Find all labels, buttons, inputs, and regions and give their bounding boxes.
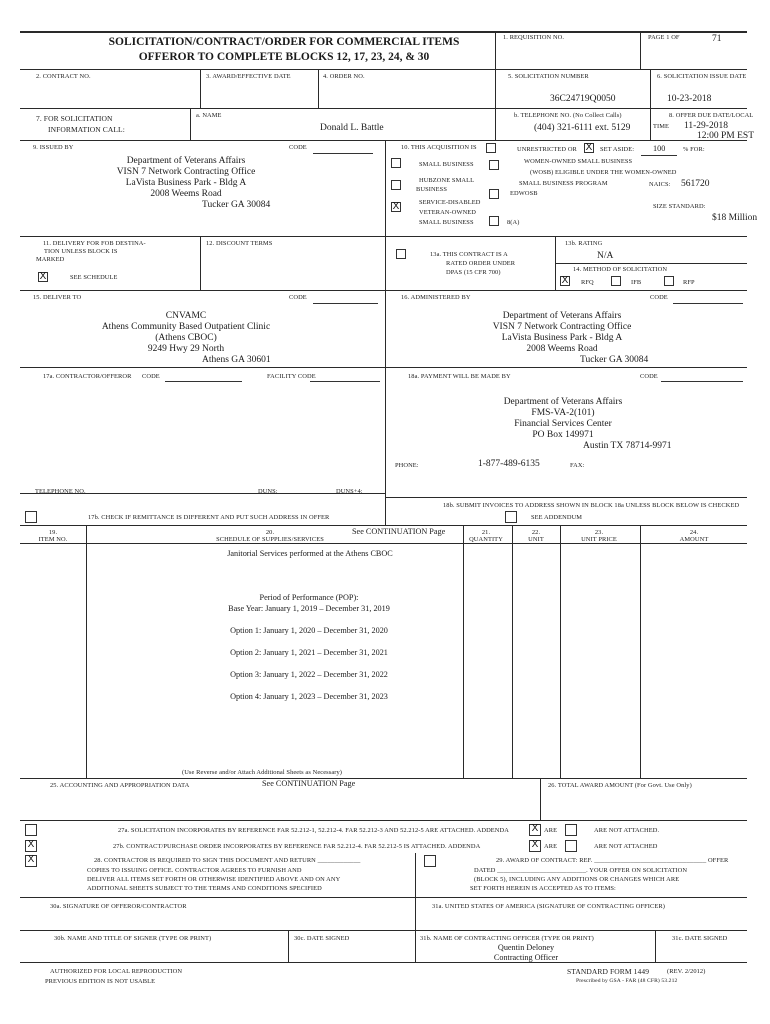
administered-by-line: VISN 7 Network Contracting Office (492, 322, 632, 332)
clause-27a-are: ARE (544, 827, 558, 834)
facility-code-field[interactable] (310, 381, 380, 382)
rule (640, 525, 641, 778)
hubzone-label-2: BUSINESS (416, 186, 447, 193)
pop-period: Option 2: January 1, 2021 – December 31, 2021 (230, 648, 388, 657)
block-29-text: SET FORTH HEREIN IS ACCEPTED AS TO ITEMS: (470, 885, 616, 892)
rule (415, 853, 416, 962)
rule (288, 930, 289, 962)
schedule-continuation: See CONTINUATION Page (352, 527, 446, 536)
deliver-to-line: Athens Community Based Outpatient Clinic (101, 322, 271, 332)
issued-by-line: 2008 Weems Road (150, 189, 222, 199)
rule (655, 930, 656, 962)
officer-title: Contracting Officer (493, 953, 559, 962)
clause-27b-are: ARE (544, 843, 558, 850)
payment-line: Department of Veterans Affairs (503, 397, 623, 407)
issued-by-code-field[interactable] (313, 153, 373, 154)
deliver-to-label: 15. DELIVER TO (33, 294, 82, 301)
wosb-checkbox[interactable] (489, 160, 499, 170)
solicitation-no[interactable]: 36C24719Q0050 (550, 94, 616, 104)
col-item-no: ITEM NO. (38, 536, 68, 543)
sdvosb-label: SERVICE-DISABLED (419, 199, 481, 206)
rule (650, 69, 651, 140)
officer-name-label: 31b. NAME OF CONTRACTING OFFICER (TYPE OR PRINT) (420, 935, 594, 942)
size-standard-label: SIZE STANDARD: (653, 203, 706, 210)
administered-by-line: Tucker GA 30084 (580, 355, 649, 365)
deliver-to-code-field[interactable] (313, 303, 378, 304)
naics-label: NAICS: (649, 181, 671, 188)
acquisition-checkbox[interactable] (486, 143, 496, 153)
rule (20, 525, 747, 526)
contractor-code-label: CODE (142, 373, 160, 380)
payment-phone[interactable]: 1-877-489-6135 (478, 459, 540, 469)
contact-phone[interactable]: (404) 321-6111 ext. 5129 (534, 123, 631, 133)
payment-line: PO Box 149971 (532, 430, 594, 440)
deliver-to-code-label: CODE (289, 294, 307, 301)
rule (20, 69, 747, 70)
rfq-checkbox[interactable]: X (561, 275, 569, 286)
reverse-note: (Use Reverse and/or Attach Additional Sheets as Necessary) (181, 769, 343, 776)
see-schedule-label: SEE SCHEDULE (70, 274, 118, 281)
clause-27b-are-not: ARE NOT ATTACHED (594, 843, 658, 850)
time-label: TIME (653, 123, 670, 130)
clause-27a-are-not-checkbox[interactable] (565, 824, 577, 836)
duns-label: DUNS: (258, 488, 278, 495)
rfp-label: RFP (683, 279, 695, 286)
col-amount-num: 24. (689, 529, 699, 536)
block-29-text: (BLOCK 5), INCLUDING ANY ADDITIONS OR CHANGES WHICH ARE (474, 876, 680, 883)
contract-no-label: 2. CONTRACT NO. (36, 73, 91, 80)
rule (20, 367, 747, 368)
col-amount: AMOUNT (679, 536, 709, 543)
facility-code-label: FACILITY CODE (267, 373, 316, 380)
edwosb-label: EDWOSB (510, 190, 538, 197)
rating-label: 13b. RATING (565, 240, 603, 247)
col-unit-price: UNIT PRICE (581, 536, 617, 543)
block-29-text: DATED ___________________________. YOUR OFFER ON SOLICITATION (474, 867, 688, 874)
deliver-to-line: Athens GA 30601 (202, 355, 271, 365)
block-28-checkbox[interactable]: X (25, 855, 37, 867)
form-bottom-border (20, 962, 747, 963)
signer-date-label: 30c. DATE SIGNED (294, 935, 350, 942)
eight-a-checkbox[interactable] (489, 216, 499, 226)
pop-period: Base Year: January 1, 2019 – December 31, 2019 (228, 604, 390, 613)
rfp-checkbox[interactable] (664, 276, 674, 286)
rated-order-checkbox[interactable] (396, 249, 406, 259)
rated-label-3: DPAS (15 CFR 700) (446, 269, 501, 276)
telephone-label: TELEPHONE NO. (35, 488, 86, 495)
small-business-checkbox[interactable] (391, 158, 401, 168)
pop-period: Option 1: January 1, 2020 – December 31, 2020 (230, 626, 388, 635)
block-29-checkbox[interactable] (424, 855, 436, 867)
edwosb-checkbox[interactable] (489, 189, 499, 199)
due-label: 8. OFFER DUE DATE/LOCAL (669, 112, 754, 119)
rule (20, 778, 747, 779)
footer-prescribed: Prescribed by GSA - FAR (48 CFR) 53.212 (576, 978, 678, 984)
form-subtitle: OFFEROR TO COMPLETE BLOCKS 12, 17, 23, 24, & 30 (138, 51, 430, 63)
rule (318, 69, 319, 108)
rule (190, 108, 191, 140)
officer-date-label: 31c. DATE SIGNED (672, 935, 728, 942)
issue-date[interactable]: 10-23-2018 (667, 94, 712, 104)
duns4-label: DUNS+4: (336, 488, 363, 495)
rule (20, 897, 747, 898)
payment-line: Austin TX 78714-9971 (583, 441, 672, 451)
rule (20, 140, 747, 141)
form-top-border (20, 31, 747, 33)
deliver-to-line: 9249 Hwy 29 North (147, 344, 225, 354)
see-addendum-label: SEE ADDENDUM (531, 514, 583, 521)
eight-a-label: 8(A) (507, 219, 520, 226)
block-28-text: ADDITIONAL SHEETS SUBJECT TO THE TERMS AND CONDITIONS SPECIFIED (87, 885, 322, 892)
method-label: 14. METHOD OF SOLICITATION (573, 266, 668, 273)
requisition-label: 1. REQUISITION NO. (503, 34, 565, 41)
rule (200, 69, 201, 108)
issued-by-line: LaVista Business Park - Bldg A (125, 178, 247, 188)
clause-27b-label: 27b. CONTRACT/PURCHASE ORDER INCORPORATES BY REFERENCE FAR 52.212-4. FAR 52.212-5 IS ATTACHED. ADDENDA (113, 843, 481, 850)
due-date[interactable]: 11-29-2018 (684, 121, 728, 131)
rule (86, 525, 87, 778)
rule (495, 31, 496, 140)
remittance-label: 17b. CHECK IF REMITTANCE IS DIFFERENT AND PUT SUCH ADDRESS IN OFFER (88, 514, 330, 521)
footer-previous-edition: PREVIOUS EDITION IS NOT USABLE (45, 978, 156, 985)
col-quantity-num: 21. (481, 529, 491, 536)
phone-label: b. TELEPHONE NO. (No Collect Calls) (514, 112, 622, 119)
administered-by-code-field[interactable] (673, 303, 743, 304)
rating-value[interactable]: N/A (597, 251, 614, 261)
payment-code-label: CODE (640, 373, 658, 380)
col-item-no-num: 19. (48, 529, 58, 536)
rule (640, 31, 641, 69)
due-time[interactable]: 12:00 PM EST (697, 131, 755, 141)
col-unit-num: 22. (531, 529, 541, 536)
col-unit: UNIT (528, 536, 544, 543)
name-label: a. NAME (196, 112, 222, 119)
rule (200, 236, 201, 290)
accounting-label: 25. ACCOUNTING AND APPROPRIATION DATA (50, 782, 190, 789)
hubzone-checkbox[interactable] (391, 180, 401, 190)
rule (540, 778, 541, 820)
set-aside-label: SET ASIDE: (600, 146, 635, 153)
rule (20, 543, 747, 544)
signature-31a-label: 31a. UNITED STATES OF AMERICA (SIGNATURE OF CONTRACTING OFFICER) (432, 903, 665, 910)
footer-revision: (REV. 2/2012) (667, 968, 706, 975)
rated-label: 13a. THIS CONTRACT IS A (430, 251, 508, 258)
page-total: 71 (712, 34, 722, 44)
wosb-label: WOMEN-OWNED SMALL BUSINESS (524, 158, 633, 165)
rfq-label: RFQ (581, 279, 594, 286)
signer-name-label: 30b. NAME AND TITLE OF SIGNER (TYPE OR PRINT) (54, 935, 212, 942)
rule (560, 525, 561, 778)
submit-invoices-label: 18b. SUBMIT INVOICES TO ADDRESS SHOWN IN BLOCK 18a UNLESS BLOCK BELOW IS CHECKED (443, 502, 740, 509)
administered-by-label: 16. ADMINISTERED BY (401, 294, 471, 301)
rule (512, 525, 513, 778)
contact-name[interactable]: Donald L. Battle (320, 123, 384, 133)
wosb-label-2: (WOSB) ELIGIBLE UNDER THE WOMEN-OWNED (530, 169, 677, 176)
hubzone-label: HUBZONE SMALL (419, 177, 475, 184)
clause-27b-are-checkbox[interactable]: X (529, 840, 541, 852)
rule (20, 290, 747, 291)
sdvosb-label-3: SMALL BUSINESS (419, 219, 474, 226)
rule (385, 497, 747, 498)
payment-fax-label: FAX: (570, 462, 585, 469)
see-schedule-checkbox[interactable]: X (39, 271, 47, 282)
officer-name: Quentin Deloney (497, 943, 555, 952)
col-schedule-num: 20. (265, 529, 275, 536)
acquisition-label: 10. THIS ACQUISITION IS (401, 144, 477, 151)
pop-period: Option 4: January 1, 2023 – December 31, 2023 (230, 692, 388, 701)
payment-line: FMS-VA-2(101) (531, 408, 595, 418)
total-award-label: 26. TOTAL AWARD AMOUNT (For Govt. Use Only) (548, 782, 692, 789)
wosb-label-3: SMALL BUSINESS PROGRAM (519, 180, 608, 187)
unrestricted-checkbox[interactable]: X (585, 142, 593, 153)
col-unit-price-num: 23. (594, 529, 604, 536)
payment-line: Financial Services Center (514, 419, 612, 429)
delivery-label-2: TION UNLESS BLOCK IS (44, 248, 118, 255)
clause-27a-checkbox[interactable] (25, 824, 37, 836)
clause-27a-are-not: ARE NOT ATTACHED. (594, 827, 660, 834)
clause-27a-label: 27a. SOLICITATION INCORPORATES BY REFERENCE FAR 52.212-1, 52.212-4. FAR 52.212-3 AND 52.212-5 ARE ATTACHED. ADDENDA (118, 827, 509, 834)
rated-label-2: RATED ORDER UNDER (446, 260, 516, 267)
discount-terms-label: 12. DISCOUNT TERMS (206, 240, 273, 247)
administered-by-code-label: CODE (650, 294, 668, 301)
deliver-to-line: CNVAMC (165, 311, 207, 321)
accounting-value[interactable]: See CONTINUATION Page (262, 779, 356, 788)
set-aside-pct: 100 (653, 144, 666, 153)
administered-by-line: Department of Veterans Affairs (502, 311, 622, 321)
small-business-label: SMALL BUSINESS (419, 161, 474, 168)
for-info-label-2: INFORMATION CALL: (48, 125, 125, 134)
service-description: Janitorial Services performed at the Athens CBOC (227, 549, 393, 558)
block-28-text: 28. CONTRACTOR IS REQUIRED TO SIGN THIS DOCUMENT AND RETURN _____________ (94, 857, 361, 864)
administered-by-line: LaVista Business Park - Bldg A (501, 333, 623, 343)
delivery-label: 11. DELIVERY FOR FOB DESTINA- (43, 240, 146, 247)
col-schedule: SCHEDULE OF SUPPLIES/SERVICES (216, 536, 324, 543)
payment-label: 18a. PAYMENT WILL BE MADE BY (408, 373, 511, 380)
set-aside-pct-field[interactable] (641, 155, 677, 156)
rule (463, 525, 464, 778)
page-label: PAGE 1 OF (648, 34, 680, 41)
signature-30a-label: 30a. SIGNATURE OF OFFEROR/CONTRACTOR (50, 903, 187, 910)
issued-by-code-label: CODE (289, 144, 307, 151)
delivery-label-3: MARKED (36, 256, 65, 263)
clause-27b-checkbox[interactable]: X (25, 840, 37, 852)
naics-code[interactable]: 561720 (681, 179, 710, 189)
ifb-checkbox[interactable] (611, 276, 621, 286)
rule (20, 108, 747, 109)
rule (20, 930, 747, 931)
form-title: SOLICITATION/CONTRACT/ORDER FOR COMMERCIAL ITEMS (108, 36, 460, 48)
clause-27a-are-checkbox[interactable]: X (529, 824, 541, 836)
issue-date-label: 6. SOLICITATION ISSUE DATE (657, 73, 747, 80)
deliver-to-line: (Athens CBOC) (155, 333, 217, 343)
clause-27b-are-not-checkbox[interactable] (565, 840, 577, 852)
sdvosb-checkbox[interactable]: X (392, 201, 400, 212)
for-info-label: 7. FOR SOLICITATION (36, 114, 113, 123)
block-29-text: 29. AWARD OF CONTRACT: REF. __________________________________ OFFER (496, 857, 729, 864)
payment-code-field[interactable] (661, 381, 743, 382)
footer-authorized: AUTHORIZED FOR LOCAL REPRODUCTION (50, 968, 183, 975)
pop-title: Period of Performance (POP): (259, 593, 359, 602)
solicitation-no-label: 5. SOLICITATION NUMBER (508, 73, 589, 80)
ifb-label: IFB (631, 279, 642, 286)
issued-by-line: Tucker GA 30084 (202, 200, 271, 210)
footer-standard-form: STANDARD FORM 1449 (567, 967, 650, 976)
remittance-checkbox[interactable] (25, 511, 37, 523)
col-quantity: QUANTITY (469, 536, 503, 543)
rule (20, 820, 747, 821)
unrestricted-label: UNRESTRICTED OR (517, 146, 577, 153)
contractor-code-field[interactable] (165, 381, 242, 382)
payment-phone-label: PHONE: (395, 462, 419, 469)
contractor-label: 17a. CONTRACTOR/OFFEROR (43, 373, 132, 380)
administered-by-line: 2008 Weems Road (526, 344, 598, 354)
order-no-label: 4. ORDER NO. (323, 73, 365, 80)
block-28-text: DELIVER ALL ITEMS SET FORTH OR OTHERWISE IDENTIFIED ABOVE AND ON ANY (87, 876, 341, 883)
rule (555, 263, 747, 264)
rule (385, 140, 386, 525)
rule (20, 236, 747, 237)
issued-by-label: 9. ISSUED BY (33, 144, 74, 151)
award-date-label: 3. AWARD/EFFECTIVE DATE (206, 73, 291, 80)
pop-period: Option 3: January 1, 2022 – December 31, 2022 (230, 670, 388, 679)
sdvosb-label-2: VETERAN-OWNED (419, 209, 477, 216)
see-addendum-checkbox[interactable] (505, 511, 517, 523)
pct-for-label: % FOR: (683, 146, 705, 153)
issued-by-line: Department of Veterans Affairs (126, 156, 246, 166)
block-28-text: COPIES TO ISSUING OFFICE. CONTRACTOR AGREES TO FURNISH AND (87, 867, 302, 874)
size-standard[interactable]: $18 Million (712, 213, 758, 223)
issued-by-line: VISN 7 Network Contracting Office (116, 167, 256, 177)
